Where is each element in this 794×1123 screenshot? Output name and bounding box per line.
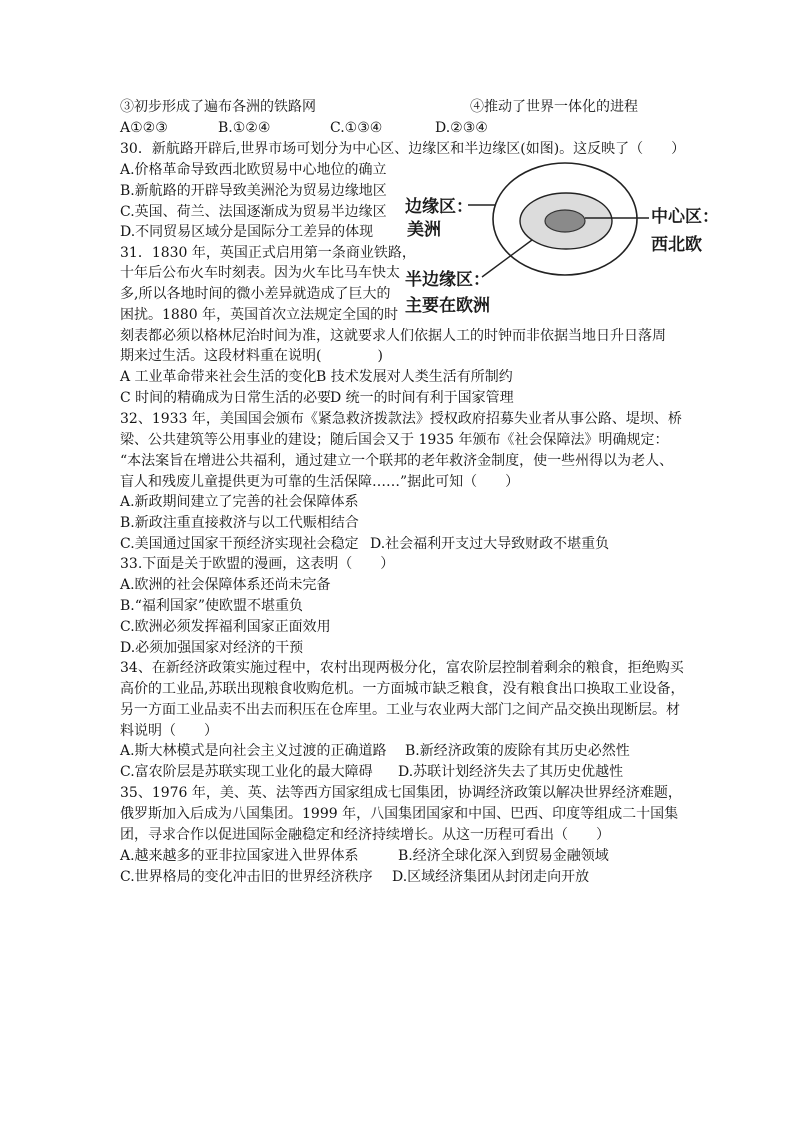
option-c: C.美国通过国家干预经济实现社会稳定 — [120, 536, 359, 552]
stem-line: 35、1976 年，美、英、法等西方国家组成七国集团，协调经济政策以解决世界经济难题， — [120, 785, 682, 801]
world-market-diagram — [400, 155, 730, 320]
choice-a: A①②③ — [120, 120, 168, 136]
stem-line: 十年后公布火车时刻表。因为火车比马车快太 — [120, 265, 400, 281]
edge-zone-label: 边缘区： — [405, 197, 473, 217]
edge-zone-region: 美洲 — [407, 220, 441, 240]
option-b: B.新政注重直接救济与以工代赈相结合 — [120, 515, 359, 531]
stem-line: 多,所以各地时间的微小差异就造成了巨大的 — [120, 286, 391, 302]
statement-4: ④推动了世界一体化的进程 — [470, 99, 638, 115]
option-row — [120, 388, 514, 408]
stem-line: “本法案旨在增进公共福利，通过建立一个联邦的老年救济金制度，使一些州得以为老人、 — [120, 453, 674, 469]
stem-line: 32、1933 年，美国国会颁布《紧急救济拨款法》授权政府招募失业者从事公路、堤坝、桥 — [120, 411, 682, 427]
option-d: D.苏联计划经济失去了其历史优越性 — [398, 764, 624, 780]
stem-line: 团，寻求合作以促进国际金融稳定和经济持续增长。从这一历程可看出（ ） — [120, 827, 610, 843]
option-a: A.欧洲的社会保障体系还尚未完备 — [120, 577, 331, 593]
option-row — [120, 741, 630, 761]
stem-line: 梁、公共建筑等公用事业的建设；随后国会又于 1935 年颁布《社会保障法》明确规定： — [120, 432, 669, 448]
stem-line: 料说明（ ） — [120, 723, 218, 739]
option-b: B.新航路的开辟导致美洲沦为贸易边缘地区 — [120, 183, 387, 199]
stem-line: 34、在新经济政策实施过程中，农村出现两极分化，富农阶层控制着剩余的粮食，拒绝购买 — [120, 660, 684, 676]
center-zone-region: 西北欧 — [651, 235, 702, 255]
option-c: C.英国、荷兰、法国逐渐成为贸易半边缘区 — [120, 204, 387, 220]
option-row — [120, 867, 590, 887]
option-d: D.不同贸易区域分是国际分工差异的体现 — [120, 224, 374, 240]
semi-edge-zone-region: 主要在欧洲 — [405, 296, 490, 316]
stem-line: 另一方面工业品卖不出去而积压在仓库里。工业与农业两大部门之间产品交换出现断层。材 — [120, 702, 680, 718]
option-c: C.富农阶层是苏联实现工业化的最大障碍 — [120, 764, 373, 780]
option-b: B.“福利国家”使欧盟不堪重负 — [120, 598, 304, 614]
option-b: B 技术发展对人类生活有所制约 — [316, 369, 513, 385]
stem-line: 俄罗斯加入后成为八国集团。1999 年，八国集团国家和中国、巴西、印度等组成二十国集 — [120, 806, 679, 822]
statement-3: ③初步形成了遍布各洲的铁路网 — [120, 99, 316, 115]
stem-line: 盲人和残废儿童提供更为可靠的生活保障……”据此可知（ ） — [120, 474, 520, 490]
option-row — [120, 846, 609, 866]
option-a: A.越来越多的亚非拉国家进入世界体系 — [120, 848, 359, 864]
stem-line: 期来过生活。这段材料重在说明( ) — [120, 348, 383, 364]
option-row — [120, 762, 624, 782]
choice-b: B.①②④ — [218, 120, 271, 136]
option-d: D.必须加强国家对经济的干预 — [120, 640, 304, 656]
choice-c: C.①③④ — [330, 120, 383, 136]
option-a: A 工业革命带来社会生活的变化 — [120, 369, 317, 385]
center-zone-ellipse — [545, 210, 585, 232]
option-c: C 时间的精确成为日常生活的必要 — [120, 390, 332, 406]
center-zone-label: 中心区： — [651, 207, 719, 227]
choice-row — [120, 118, 488, 138]
choice-d: D.②③④ — [435, 120, 488, 136]
statement-row — [120, 97, 638, 117]
stem-line: 刻表都必须以格林尼治时间为准，这就要求人们依据人工的时钟而非依据当地日升日落周 — [120, 328, 666, 344]
option-d: D.社会福利开支过大导致财政不堪重负 — [370, 536, 610, 552]
option-a: A.价格革命导致西北欧贸易中心地位的确立 — [120, 162, 387, 178]
option-row — [120, 534, 610, 554]
stem-line: 困扰。1880 年，英国首次立法规定全国的时 — [120, 307, 399, 323]
question-stem: 33.下面是关于欧盟的漫画，这表明（ ） — [120, 556, 395, 572]
option-c: C.世界格局的变化冲击旧的世界经济秩序 — [120, 869, 373, 885]
semi-edge-zone-label: 半边缘区： — [405, 270, 490, 290]
option-d: D.区域经济集团从封闭走向开放 — [392, 869, 590, 885]
stem-line: 高价的工业品,苏联出现粮食收购危机。一方面城市缺乏粮食，没有粮食出口换取工业设备， — [120, 681, 685, 697]
option-a: A.新政期间建立了完善的社会保障体系 — [120, 494, 359, 510]
option-b: B.新经济政策的废除有其历史必然性 — [405, 743, 630, 759]
option-c: C.欧洲必须发挥福利国家正面效用 — [120, 619, 331, 635]
option-row — [120, 367, 513, 387]
option-a: A.斯大林模式是向社会主义过渡的正确道路 — [120, 743, 387, 759]
stem-line: 31．1830 年，英国正式启用第一条商业铁路， — [120, 245, 416, 261]
option-d: D 统一的时间有利于国家管理 — [330, 390, 514, 406]
question-stem: 30．新航路开辟后,世界市场可划分为中心区、边缘区和半边缘区(如图)。这反映了（ ） — [120, 141, 686, 157]
option-b: B.经济全球化深入到贸易金融领域 — [398, 848, 609, 864]
